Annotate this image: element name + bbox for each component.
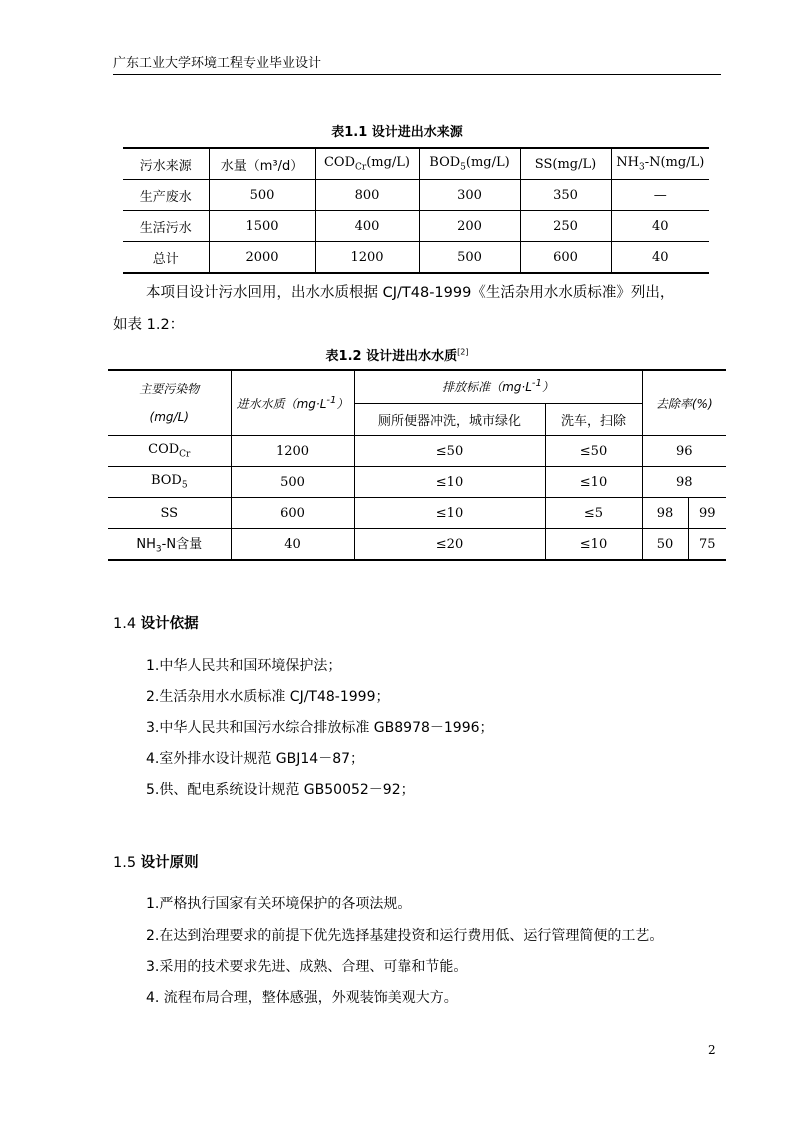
header-cell: SS(mg/L) [520, 148, 611, 180]
table-cell: $COD_{Cr}$ [108, 436, 231, 467]
header-cell: 去除率(%) [642, 370, 726, 436]
list-item: 2.生活杂用水水质标准 CJ/T48-1999； [146, 689, 390, 705]
table-cell: 800 [315, 180, 419, 211]
page-number: 2 [708, 1043, 716, 1057]
header-cell: 排放标准$(mg\cdot L^{-1})$ [354, 370, 642, 403]
table-header-row [123, 148, 709, 180]
table-cell: 40 [611, 211, 709, 242]
table-cell: SS [108, 498, 231, 529]
table-cell: 总计 [123, 242, 209, 274]
list-item: 5.供、配电系统设计规范 GB50052－92； [146, 782, 415, 798]
table-cell: 40 [231, 529, 354, 561]
table-cell: 200 [419, 211, 520, 242]
table-cell: 75 [688, 529, 726, 561]
paragraph-line: 本项目设计污水回用，出水水质根据 CJ/T48-1999《生活杂用水水质标准》列出， [146, 285, 675, 301]
list-item: 3.采用的技术要求先进、成熟、合理、可靠和节能。 [146, 959, 468, 975]
table-cell: 50 [642, 529, 688, 561]
table-cell: ≤10 [545, 529, 642, 561]
table-row [123, 180, 709, 211]
table-cell: ≤20 [354, 529, 545, 561]
table-cell: 99 [688, 498, 726, 529]
table-cell: 600 [231, 498, 354, 529]
header-cell: $BOD_5(mg/L)$ [419, 148, 520, 180]
table-cell: 1200 [231, 436, 354, 467]
citation-ref: [2] [457, 347, 469, 357]
table-cell: 98 [642, 467, 726, 498]
header-cell: 水量（m³/d） [209, 148, 315, 180]
table-row [108, 529, 726, 561]
table-cell: 500 [419, 242, 520, 274]
list-item: 1.严格执行国家有关环境保护的各项法规。 [146, 896, 412, 912]
section-heading: 1.5 设计原则 [113, 855, 199, 871]
table2-caption: 表1.2 设计进出水水质[2] [325, 347, 469, 364]
table-cell: 500 [209, 180, 315, 211]
header-cell: $NH_3-N(mg/L)$ [611, 148, 709, 180]
section-heading: 1.4 设计依据 [113, 616, 199, 632]
table-cell: 生产废水 [123, 180, 209, 211]
header-cell: 厕所便器冲洗，城市绿化 [354, 403, 545, 436]
header-cell: 污水来源 [123, 148, 209, 180]
page-header [113, 57, 721, 75]
header-cell: $COD_{Cr}(mg/L)$ [315, 148, 419, 180]
table-cell: 250 [520, 211, 611, 242]
table-water-sources [123, 147, 709, 274]
table-cell: — [611, 180, 709, 211]
table-cell: ≤10 [354, 498, 545, 529]
table-row [123, 242, 709, 274]
list-item: 1.中华人民共和国环境保护法； [146, 658, 342, 674]
table-cell: $NH_3-N$含量 [108, 529, 231, 561]
table-cell: ≤5 [545, 498, 642, 529]
header-cell: 进水水质$(mg\cdot L^{-1})$ [231, 370, 354, 436]
table-cell: 500 [231, 467, 354, 498]
table-cell: 600 [520, 242, 611, 274]
table-header-row [108, 370, 726, 403]
table-cell: ≤50 [354, 436, 545, 467]
table-row [123, 211, 709, 242]
table-cell: 40 [611, 242, 709, 274]
table-cell: 1500 [209, 211, 315, 242]
table-row [108, 467, 726, 498]
paragraph-line: 如表 1.2： [113, 317, 185, 333]
list-item: 4. 流程布局合理，整体感强，外观装饰美观大方。 [146, 990, 458, 1006]
table-cell: 300 [419, 180, 520, 211]
list-item: 4.室外排水设计规范 GBJ14－87； [146, 751, 365, 767]
table-cell: 400 [315, 211, 419, 242]
header-cell: 主要污染物 (mg/L) [108, 370, 231, 436]
table-cell: 2000 [209, 242, 315, 274]
table-row [108, 436, 726, 467]
table-cell: 生活污水 [123, 211, 209, 242]
list-item: 2.在达到治理要求的前提下优先选择基建投资和运行费用低、运行管理简便的工艺。 [146, 928, 664, 944]
table1-caption: 表1.1 设计进出水来源 [331, 125, 463, 140]
table-cell: 350 [520, 180, 611, 211]
list-item: 3.中华人民共和国污水综合排放标准 GB8978－1996； [146, 720, 494, 736]
table-row [108, 498, 726, 529]
table-cell: ≤10 [545, 467, 642, 498]
table-cell: 98 [642, 498, 688, 529]
header-title: 广东工业大学环境工程专业毕业设计 [113, 56, 322, 71]
table-cell: 1200 [315, 242, 419, 274]
table-cell: ≤10 [354, 467, 545, 498]
table-cell: $BOD_5$ [108, 467, 231, 498]
header-cell: 洗车，扫除 [545, 403, 642, 436]
table-cell: 96 [642, 436, 726, 467]
table-water-quality [108, 369, 726, 561]
table-cell: ≤50 [545, 436, 642, 467]
